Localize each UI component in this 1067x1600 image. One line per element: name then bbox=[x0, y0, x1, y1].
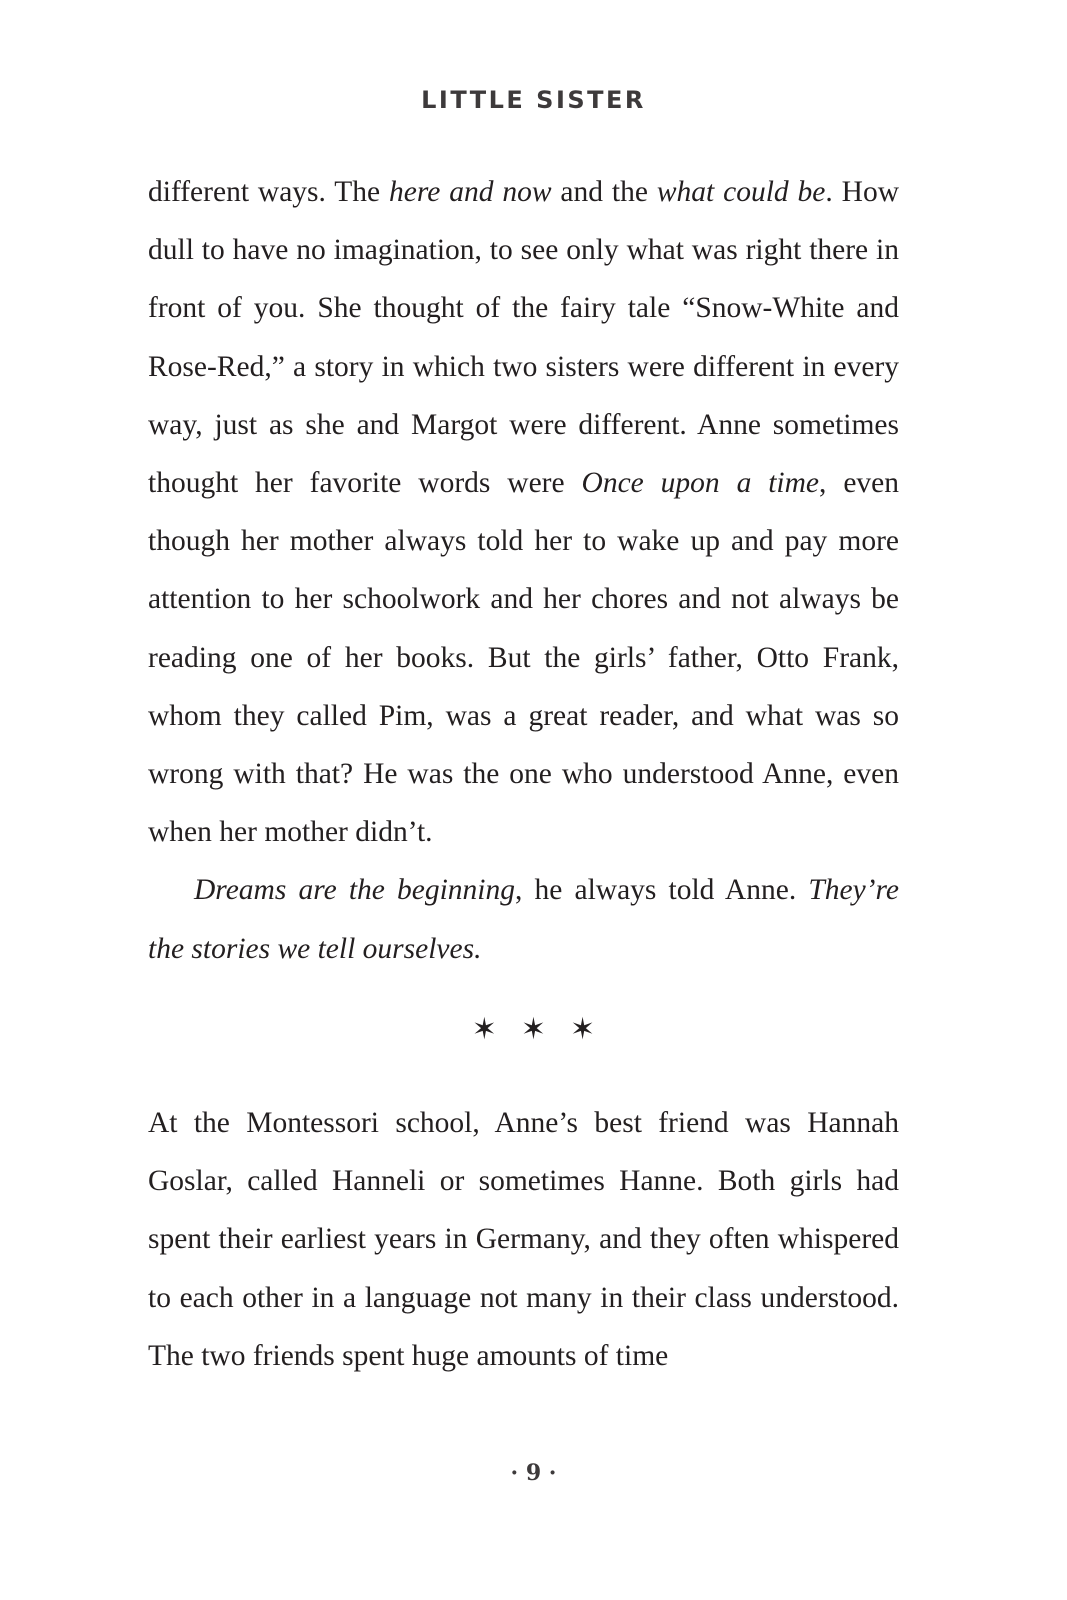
text-run: different ways. The bbox=[148, 176, 390, 208]
text-block-top bbox=[148, 163, 899, 978]
italic-run: Once upon a time bbox=[581, 467, 820, 500]
italic-run: Dreams are the beginning bbox=[194, 874, 515, 907]
text-run: , even though her mother always told her to wake up and pay more attention to her schoolwork and her chores and not always be reading one of her books. But the girls’ father, Otto Frank, whom they called Pim, was a great reader, and what was so wrong with that? He was the one who understood Anne, even when her mother didn’t. bbox=[148, 467, 900, 849]
italic-run: what could be bbox=[656, 176, 826, 208]
paragraph-montessori bbox=[148, 1094, 899, 1385]
paragraph-dreams bbox=[148, 861, 899, 977]
text-run: At the Montessori school, Anne’s best friend was Hannah Goslar, called Hanneli or sometimes Hanne. Both girls had spent their earliest years in Germany, and they often whispered to each other in a language not many in their class understood. The two friends spent huge amounts of time bbox=[148, 1107, 899, 1372]
italic-run: here and now bbox=[389, 176, 552, 208]
paragraph-continued bbox=[148, 163, 899, 861]
running-head: LITTLE SISTER bbox=[421, 86, 646, 114]
text-run: . How dull to have no imagination, to see only what was right there in front of you. She thought of the fairy tale “Snow-White and Rose-Red,” a story in which two sisters were different in every way, just as she and Margot were different. Anne sometimes thought her favorite words were bbox=[148, 176, 899, 500]
scene-break-stars: ✶✶✶ bbox=[471, 1012, 620, 1047]
text-run: and the bbox=[551, 176, 657, 208]
page-number: · 9 · bbox=[510, 1460, 557, 1486]
text-run: , he always told Anne. bbox=[514, 874, 809, 907]
text-block-bottom bbox=[148, 1094, 899, 1385]
italic-run: They’re the stories we tell ourselves. bbox=[148, 874, 899, 965]
